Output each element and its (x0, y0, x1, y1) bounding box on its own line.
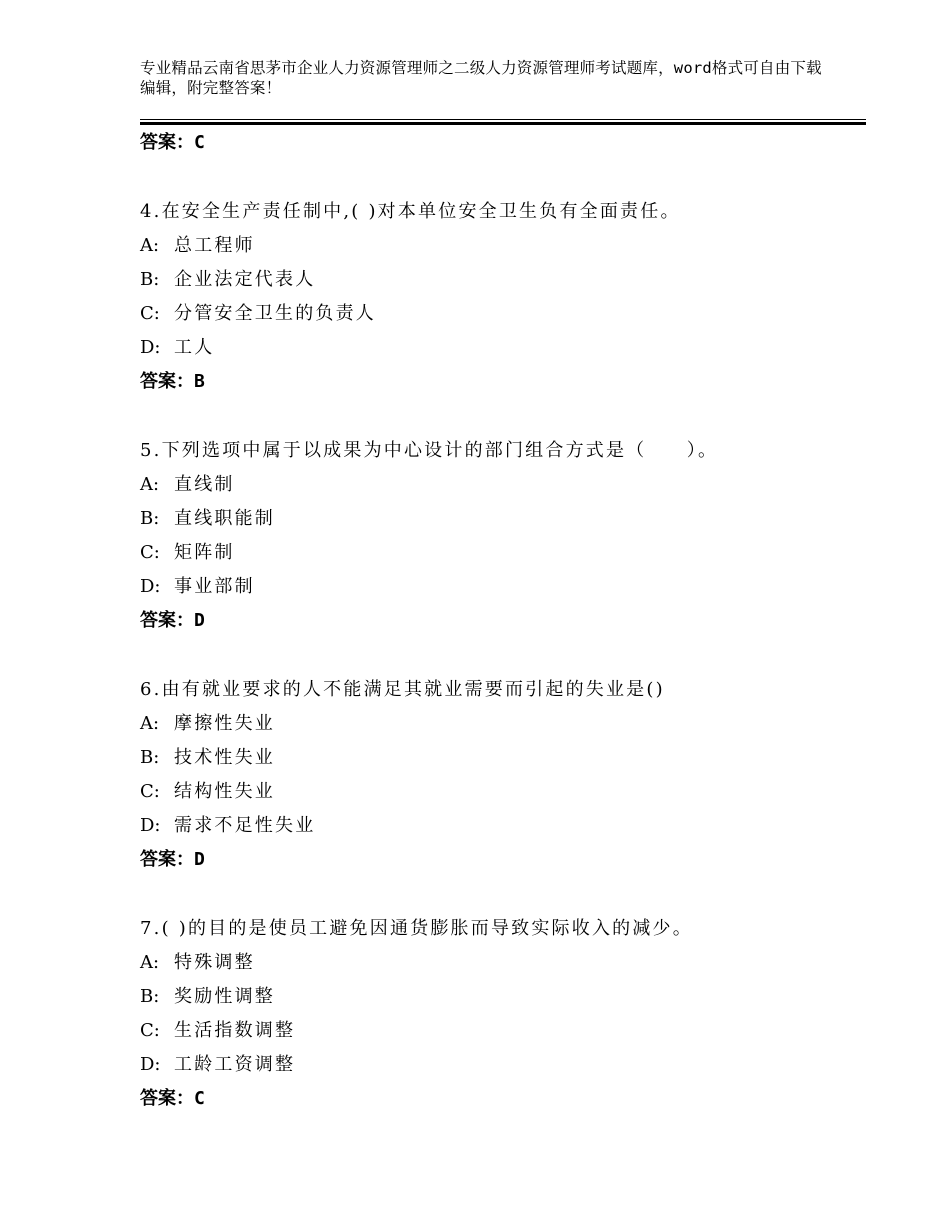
option-letter: D: (140, 576, 161, 597)
question-5-answer: 答案：D (140, 610, 205, 631)
question-6-option-b (140, 746, 275, 770)
question-6-answer: 答案：D (140, 849, 205, 870)
option-letter: C: (140, 303, 160, 324)
option-text: 矩阵制 (174, 542, 235, 563)
question-6-option-d (140, 814, 315, 838)
option-text: 直线制 (174, 474, 235, 495)
question-6-option-c (140, 780, 275, 804)
header-rule-thin (140, 119, 866, 120)
question-5-option-c (140, 541, 235, 565)
question-4-option-d (140, 336, 214, 360)
document-header (140, 58, 830, 98)
option-letter: A: (140, 713, 160, 734)
option-text: 事业部制 (174, 576, 255, 597)
option-text: 摩擦性失业 (174, 713, 275, 734)
question-7-option-c (140, 1019, 295, 1043)
option-text: 奖励性调整 (174, 986, 275, 1007)
option-letter: D: (140, 815, 161, 836)
option-letter: D: (140, 337, 161, 358)
question-4-option-a (140, 234, 255, 258)
option-letter: C: (140, 781, 160, 802)
question-7-text: 7.( )的目的是使员工避免因通货膨胀而导致实际收入的减少。 (140, 918, 693, 939)
question-4-answer: 答案：B (140, 371, 205, 392)
question-4-option-c (140, 302, 376, 326)
question-6-option-a (140, 712, 275, 736)
question-6-text: 6.由有就业要求的人不能满足其就业需要而引起的失业是() (140, 679, 665, 700)
option-letter: A: (140, 952, 160, 973)
option-text: 需求不足性失业 (174, 815, 316, 836)
option-letter: A: (140, 235, 160, 256)
option-text: 工人 (174, 337, 215, 358)
question-7-option-a (140, 951, 255, 975)
option-letter: B: (140, 986, 160, 1007)
question-5-option-b (140, 507, 275, 531)
option-text: 直线职能制 (174, 508, 275, 529)
option-text: 分管安全卫生的负责人 (174, 303, 376, 324)
question-5-option-d (140, 575, 255, 599)
answer-line: 答案：C (140, 132, 205, 153)
option-text: 企业法定代表人 (174, 269, 316, 290)
header-title: 专业精品云南省思茅市企业人力资源管理师之二级人力资源管理师考试题库，word格式可自由下载编辑，附完整答案！ (140, 59, 822, 97)
question-7-option-d (140, 1053, 295, 1077)
question-4-option-b (140, 268, 315, 292)
option-letter: C: (140, 1020, 160, 1041)
option-text: 技术性失业 (174, 747, 275, 768)
option-letter: B: (140, 508, 160, 529)
option-letter: D: (140, 1054, 161, 1075)
option-letter: B: (140, 269, 160, 290)
option-text: 生活指数调整 (174, 1020, 296, 1041)
question-7-answer: 答案：C (140, 1088, 205, 1109)
question-5-option-a (140, 473, 235, 497)
question-7-option-b (140, 985, 275, 1009)
option-letter: B: (140, 747, 160, 768)
option-text: 结构性失业 (174, 781, 275, 802)
option-letter: C: (140, 542, 160, 563)
option-letter: A: (140, 474, 160, 495)
option-text: 工龄工资调整 (174, 1054, 296, 1075)
header-rule-thick (140, 122, 866, 125)
question-4-text: 4.在安全生产责任制中,( )对本单位安全卫生负有全面责任。 (140, 201, 681, 222)
question-5-text: 5.下列选项中属于以成果为中心设计的部门组合方式是（ ）。 (140, 440, 719, 461)
option-text: 特殊调整 (174, 952, 255, 973)
option-text: 总工程师 (174, 235, 255, 256)
